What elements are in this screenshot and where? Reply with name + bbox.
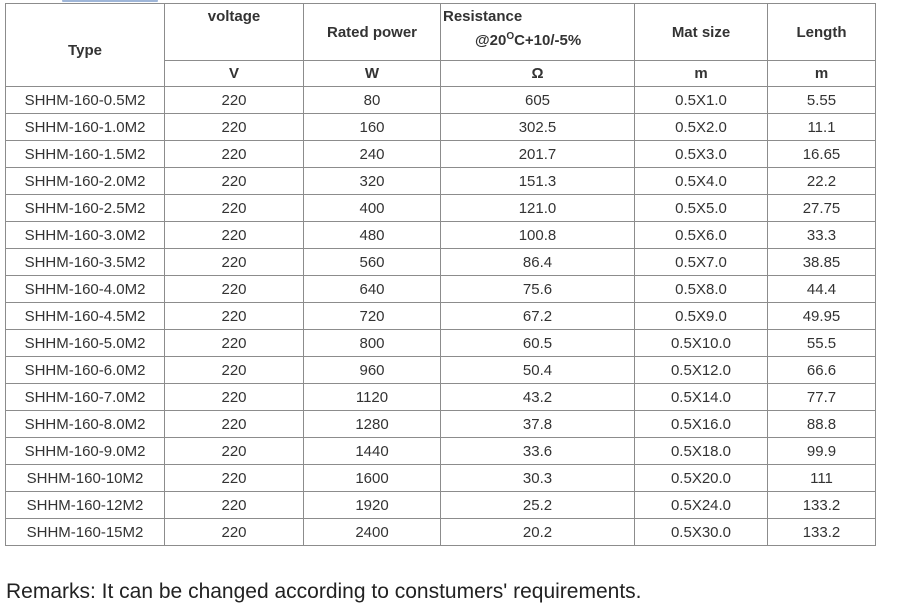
table-row xyxy=(6,330,876,357)
cell-type: SHHM-160-7.0M2 xyxy=(6,384,165,411)
spec-table xyxy=(5,3,876,546)
cell-type: SHHM-160-15M2 xyxy=(6,519,165,546)
cell-power: 1120 xyxy=(304,384,441,411)
cell-power: 1600 xyxy=(304,465,441,492)
cell-mat-size: 0.5X8.0 xyxy=(635,276,768,303)
cell-voltage: 220 xyxy=(165,411,304,438)
cell-resistance: 201.7 xyxy=(441,141,635,168)
cell-power: 640 xyxy=(304,276,441,303)
unit-mat-size: m xyxy=(635,61,768,87)
cell-mat-size: 0.5X18.0 xyxy=(635,438,768,465)
cell-length: 55.5 xyxy=(768,330,876,357)
cell-type: SHHM-160-4.0M2 xyxy=(6,276,165,303)
cell-power: 2400 xyxy=(304,519,441,546)
cell-voltage: 220 xyxy=(165,276,304,303)
cell-mat-size: 0.5X1.0 xyxy=(635,87,768,114)
table-row xyxy=(6,276,876,303)
cell-type: SHHM-160-3.0M2 xyxy=(6,222,165,249)
cell-length: 88.8 xyxy=(768,411,876,438)
cell-power: 160 xyxy=(304,114,441,141)
cell-mat-size: 0.5X20.0 xyxy=(635,465,768,492)
col-header-type: Type xyxy=(6,4,165,87)
cell-type: SHHM-160-0.5M2 xyxy=(6,87,165,114)
cell-resistance: 67.2 xyxy=(441,303,635,330)
cell-type: SHHM-160-12M2 xyxy=(6,492,165,519)
cell-type: SHHM-160-10M2 xyxy=(6,465,165,492)
cell-type: SHHM-160-1.5M2 xyxy=(6,141,165,168)
table-row xyxy=(6,411,876,438)
table-row xyxy=(6,465,876,492)
cell-type: SHHM-160-1.0M2 xyxy=(6,114,165,141)
table-row xyxy=(6,222,876,249)
cell-length: 133.2 xyxy=(768,519,876,546)
resistance-title: Resistance xyxy=(443,8,523,25)
cell-voltage: 220 xyxy=(165,87,304,114)
cell-mat-size: 0.5X16.0 xyxy=(635,411,768,438)
cell-mat-size: 0.5X2.0 xyxy=(635,114,768,141)
table-row xyxy=(6,141,876,168)
table-row xyxy=(6,384,876,411)
cell-power: 480 xyxy=(304,222,441,249)
cell-length: 27.75 xyxy=(768,195,876,222)
cell-mat-size: 0.5X9.0 xyxy=(635,303,768,330)
cell-type: SHHM-160-4.5M2 xyxy=(6,303,165,330)
table-row xyxy=(6,519,876,546)
cell-resistance: 302.5 xyxy=(441,114,635,141)
cell-voltage: 220 xyxy=(165,195,304,222)
cell-voltage: 220 xyxy=(165,519,304,546)
table-row xyxy=(6,303,876,330)
cell-voltage: 220 xyxy=(165,168,304,195)
cell-length: 111 xyxy=(768,465,876,492)
cell-resistance: 75.6 xyxy=(441,276,635,303)
cell-power: 1440 xyxy=(304,438,441,465)
cell-length: 16.65 xyxy=(768,141,876,168)
cell-resistance: 605 xyxy=(441,87,635,114)
cell-length: 77.7 xyxy=(768,384,876,411)
table-body xyxy=(6,87,876,546)
cell-voltage: 220 xyxy=(165,465,304,492)
cell-power: 320 xyxy=(304,168,441,195)
remarks-text: Remarks: It can be changed according to constumers' requirements. xyxy=(6,580,642,603)
table-row xyxy=(6,492,876,519)
cell-voltage: 220 xyxy=(165,222,304,249)
cell-length: 33.3 xyxy=(768,222,876,249)
unit-voltage: V xyxy=(165,61,304,87)
cell-length: 49.95 xyxy=(768,303,876,330)
cell-length: 38.85 xyxy=(768,249,876,276)
degree-mark: O xyxy=(506,31,515,42)
cell-resistance: 33.6 xyxy=(441,438,635,465)
col-header-rated-power: Rated power xyxy=(304,4,441,61)
cell-mat-size: 0.5X30.0 xyxy=(635,519,768,546)
cell-resistance: 100.8 xyxy=(441,222,635,249)
cell-resistance: 121.0 xyxy=(441,195,635,222)
cell-voltage: 220 xyxy=(165,249,304,276)
cell-power: 720 xyxy=(304,303,441,330)
cell-power: 1920 xyxy=(304,492,441,519)
cell-resistance: 43.2 xyxy=(441,384,635,411)
cell-power: 400 xyxy=(304,195,441,222)
unit-length: m xyxy=(768,61,876,87)
cell-mat-size: 0.5X10.0 xyxy=(635,330,768,357)
cell-voltage: 220 xyxy=(165,357,304,384)
cell-mat-size: 0.5X6.0 xyxy=(635,222,768,249)
table-row xyxy=(6,438,876,465)
cell-mat-size: 0.5X12.0 xyxy=(635,357,768,384)
cell-voltage: 220 xyxy=(165,330,304,357)
table-row xyxy=(6,87,876,114)
table-row xyxy=(6,195,876,222)
cell-mat-size: 0.5X4.0 xyxy=(635,168,768,195)
table-row xyxy=(6,114,876,141)
cell-resistance: 86.4 xyxy=(441,249,635,276)
cell-length: 133.2 xyxy=(768,492,876,519)
cell-mat-size: 0.5X5.0 xyxy=(635,195,768,222)
resistance-condition: $@20^OC+10/-5\%$ xyxy=(475,31,582,49)
table-row xyxy=(6,168,876,195)
cell-voltage: 220 xyxy=(165,114,304,141)
cell-resistance: 30.3 xyxy=(441,465,635,492)
cell-power: 960 xyxy=(304,357,441,384)
cell-length: 99.9 xyxy=(768,438,876,465)
cell-resistance: 50.4 xyxy=(441,357,635,384)
cell-voltage: 220 xyxy=(165,438,304,465)
unit-resistance: Ω xyxy=(441,61,635,87)
cell-mat-size: 0.5X14.0 xyxy=(635,384,768,411)
cell-length: 11.1 xyxy=(768,114,876,141)
cell-resistance: 20.2 xyxy=(441,519,635,546)
table-row xyxy=(6,249,876,276)
cell-length: 22.2 xyxy=(768,168,876,195)
unit-power: W xyxy=(304,61,441,87)
cell-power: 240 xyxy=(304,141,441,168)
cell-power: 560 xyxy=(304,249,441,276)
cell-resistance: 37.8 xyxy=(441,411,635,438)
cell-voltage: 220 xyxy=(165,141,304,168)
cell-power: 800 xyxy=(304,330,441,357)
cell-type: SHHM-160-2.5M2 xyxy=(6,195,165,222)
cell-type: SHHM-160-9.0M2 xyxy=(6,438,165,465)
cell-type: SHHM-160-6.0M2 xyxy=(6,357,165,384)
cell-resistance: 60.5 xyxy=(441,330,635,357)
cell-length: 5.55 xyxy=(768,87,876,114)
cell-length: 44.4 xyxy=(768,276,876,303)
cell-voltage: 220 xyxy=(165,492,304,519)
cell-resistance: 151.3 xyxy=(441,168,635,195)
header-row xyxy=(6,4,876,61)
cell-power: 1280 xyxy=(304,411,441,438)
cell-power: 80 xyxy=(304,87,441,114)
cell-resistance: 25.2 xyxy=(441,492,635,519)
cell-type: SHHM-160-5.0M2 xyxy=(6,330,165,357)
cell-mat-size: 0.5X24.0 xyxy=(635,492,768,519)
table-row xyxy=(6,357,876,384)
cell-type: SHHM-160-3.5M2 xyxy=(6,249,165,276)
cell-mat-size: 0.5X3.0 xyxy=(635,141,768,168)
cell-type: SHHM-160-8.0M2 xyxy=(6,411,165,438)
col-header-resistance xyxy=(441,4,635,61)
cell-mat-size: 0.5X7.0 xyxy=(635,249,768,276)
cell-length: 66.6 xyxy=(768,357,876,384)
col-header-mat-size: Mat size xyxy=(635,4,768,61)
col-header-voltage: voltage xyxy=(165,4,304,61)
col-header-length: Length xyxy=(768,4,876,61)
cell-voltage: 220 xyxy=(165,384,304,411)
cell-type: SHHM-160-2.0M2 xyxy=(6,168,165,195)
cell-voltage: 220 xyxy=(165,303,304,330)
